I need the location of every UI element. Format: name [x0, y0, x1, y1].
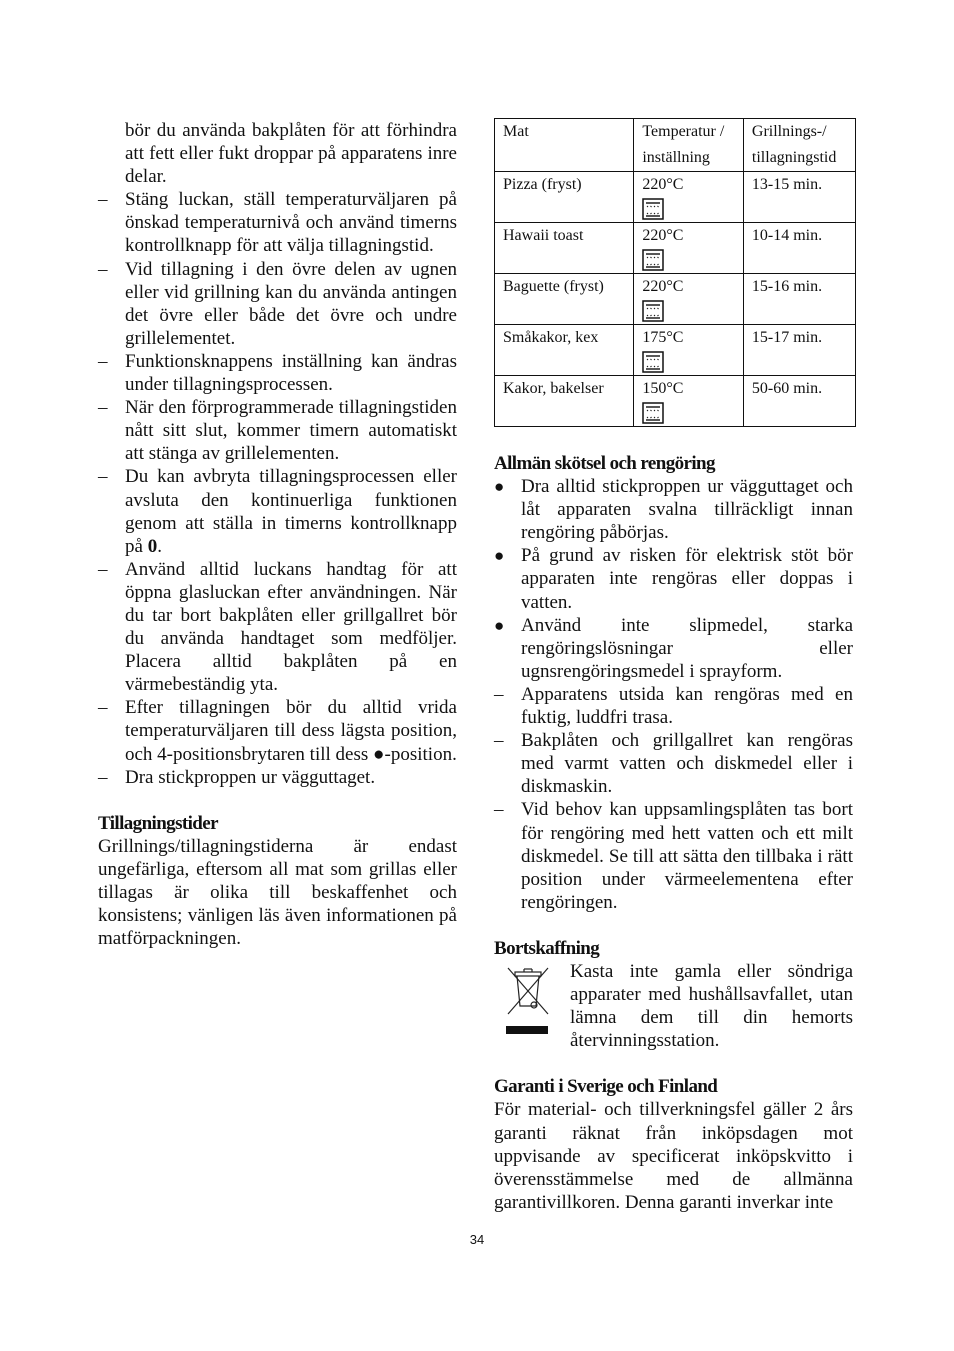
list-item-text: Dra alltid stickproppen ur vägguttaget och låt apparaten svalna tillräckligt innan rengöring påbörjas. — [521, 476, 853, 544]
oven-bottom-heat-icon — [642, 300, 664, 322]
instructions-list — [98, 188, 457, 788]
dash-marker: – — [98, 558, 108, 580]
list-item-text: Bakplåten och grillgallret kan rengöras med varmt vatten och diskmedel eller i diskmaskin. — [521, 730, 853, 798]
disposal-text: Kasta inte gamla eller söndriga apparater med hushållsavfallet, utan lämna dem till din hemorts återvinningsstation. — [570, 960, 853, 1052]
table-row — [495, 223, 856, 274]
list-item-text: Efter tillagningen bör du alltid vrida temperaturväljaren till dess lägsta position, och 4-positionsbrytaren till dess — [125, 697, 457, 765]
page-number: 34 — [469, 1232, 485, 1247]
list-item-text: Funktionsknappens inställning kan ändras under tillagningsprocessen. — [125, 350, 457, 396]
food-cell: Kakor, bakelser — [495, 376, 634, 427]
bullet-marker: ● — [494, 546, 505, 566]
list-item — [494, 614, 853, 683]
dash-marker: – — [98, 189, 108, 211]
list-item-text-end: ●-position. — [373, 743, 457, 765]
temp-cell — [634, 376, 744, 427]
disposal-heading: Bortskaffning — [494, 937, 600, 959]
oven-bottom-heat-icon — [642, 402, 664, 424]
list-item — [98, 396, 457, 465]
temp-value: 175°C — [642, 329, 684, 346]
header-food: Mat — [495, 119, 634, 172]
header-temperature: Temperatur / inställning — [634, 119, 744, 172]
temp-value: 220°C — [642, 227, 684, 244]
intro-continuation: bör du använda bakplåten för att förhindra att fett eller fukt droppar på apparatens inre delar. — [125, 120, 457, 188]
oven-bottom-heat-icon — [642, 198, 664, 220]
list-item — [98, 696, 457, 765]
dash-marker: – — [98, 397, 108, 419]
warranty-text: För material- och tillverkningsfel gäller 2 års garanti räknat från inköpsdagen mot uppvisande av specificerat inköpskvitto i överensstämmelse med de allmänna garantivillkoren. Denna garanti inverkar inte — [494, 1099, 853, 1213]
table-header-row — [495, 119, 856, 172]
time-cell: 15-17 min. — [743, 325, 855, 376]
crossed-out-wheelie-bin-icon — [494, 960, 570, 1035]
cooking-table — [494, 118, 856, 427]
list-item-text: Vid behov kan uppsamlingsplåten tas bort för rengöring med hett vatten och ett milt diskmedel. Se till att sätta den tillbaka i rätt position under värmeelementena efter rengöringen. — [521, 799, 853, 913]
warranty-heading: Garanti i Sverige och Finland — [494, 1076, 718, 1098]
care-bullet-list — [494, 475, 853, 683]
list-item-text: På grund av risken för elektrisk stöt bör apparaten inte rengöras eller doppas i vatten. — [521, 545, 853, 613]
timer-zero-value: 0 — [147, 535, 158, 557]
dash-marker: – — [98, 697, 108, 719]
dash-marker: – — [494, 730, 504, 752]
temp-cell — [634, 172, 744, 223]
table-row — [495, 325, 856, 376]
list-item-text: Du kan avbryta tillagningsprocessen eller avsluta den kontinuerliga funktionen genom att ställa in timerns kontrollknapp på — [125, 466, 457, 557]
list-item-text: När den förprogrammerade tillagningstiden nått sitt slut, kommer timern automatiskt att stänga av grillelementen. — [125, 397, 457, 465]
list-item-text: Apparatens utsida kan rengöras med en fuktig, luddfri trasa. — [521, 683, 853, 729]
dash-marker: – — [494, 683, 504, 705]
header-time: Grillnings-/ tillagningstid — [743, 119, 855, 172]
food-cell: Baguette (fryst) — [495, 274, 634, 325]
dash-marker: – — [98, 766, 108, 788]
left-column — [98, 119, 457, 950]
list-item-text: Dra stickproppen ur vägguttaget. — [125, 766, 376, 788]
bullet-marker: ● — [494, 477, 505, 497]
time-cell: 13-15 min. — [743, 172, 855, 223]
bullet-marker: ● — [494, 615, 505, 635]
temp-cell — [634, 223, 744, 274]
dash-marker: – — [98, 258, 108, 280]
cooking-times-heading: Tillagningstider — [98, 812, 218, 834]
list-item — [98, 766, 457, 789]
dash-marker: – — [98, 350, 108, 372]
disposal-section — [494, 960, 853, 1052]
care-dash-list — [494, 683, 853, 914]
temp-value: 150°C — [642, 380, 684, 397]
list-item-text: Använd inte slipmedel, starka rengöringslösningar eller ugnsrengöringsmedel i sprayform. — [521, 614, 853, 682]
temp-value: 220°C — [642, 278, 684, 295]
temp-cell — [634, 325, 744, 376]
dash-marker: – — [494, 799, 504, 821]
cooking-times-text: Grillnings/tillagningstiderna är endast ungefärliga, eftersom all mat som grillas eller tillagas är olika till beskaffenhet och konsistens; vänligen läs även informationen på matförpackningen. — [98, 835, 457, 950]
list-item — [494, 544, 853, 613]
list-item — [98, 558, 457, 697]
list-item — [98, 188, 457, 257]
list-item-text: Vid tillagning i den övre delen av ugnen eller vid grillning kan du använda antingen det övre eller både det övre och undre grillelementet. — [125, 258, 457, 349]
oven-bottom-heat-icon — [642, 249, 664, 271]
time-cell: 15-16 min. — [743, 274, 855, 325]
list-item — [98, 350, 457, 396]
table-row — [495, 376, 856, 427]
list-item — [494, 729, 853, 798]
right-column — [494, 452, 853, 1214]
temp-value: 220°C — [642, 176, 684, 193]
temp-cell — [634, 274, 744, 325]
list-item — [494, 683, 853, 729]
food-cell: Pizza (fryst) — [495, 172, 634, 223]
list-item-text: Använd alltid luckans handtag för att öppna glasluckan efter användningen. När du tar bort bakplåten eller grillgallret bör du använda handtaget som medföljer. Placera alltid bakplåten på en värmebeständig yta. — [125, 558, 457, 696]
list-item — [98, 258, 457, 350]
care-heading: Allmän skötsel och rengöring — [494, 453, 715, 474]
oven-bottom-heat-icon — [642, 351, 664, 373]
list-item — [494, 475, 853, 544]
table-row — [495, 172, 856, 223]
list-item — [494, 798, 853, 913]
food-cell: Småkakor, kex — [495, 325, 634, 376]
list-item-text: Stäng luckan, ställ temperaturväljaren på önskad temperaturnivå och använd timerns kontrollknapp för att välja tillagningstid. — [125, 189, 457, 257]
time-cell: 10-14 min. — [743, 223, 855, 274]
table-row — [495, 274, 856, 325]
list-item: – Du kan avbryta tillagningsprocessen eller avsluta den kontinuerliga funktionen genom att ställa in timerns kontrollknapp på 0. — [98, 466, 457, 557]
dash-marker: – — [98, 466, 108, 488]
time-cell: 50-60 min. — [743, 376, 855, 427]
food-cell: Hawaii toast — [495, 223, 634, 274]
